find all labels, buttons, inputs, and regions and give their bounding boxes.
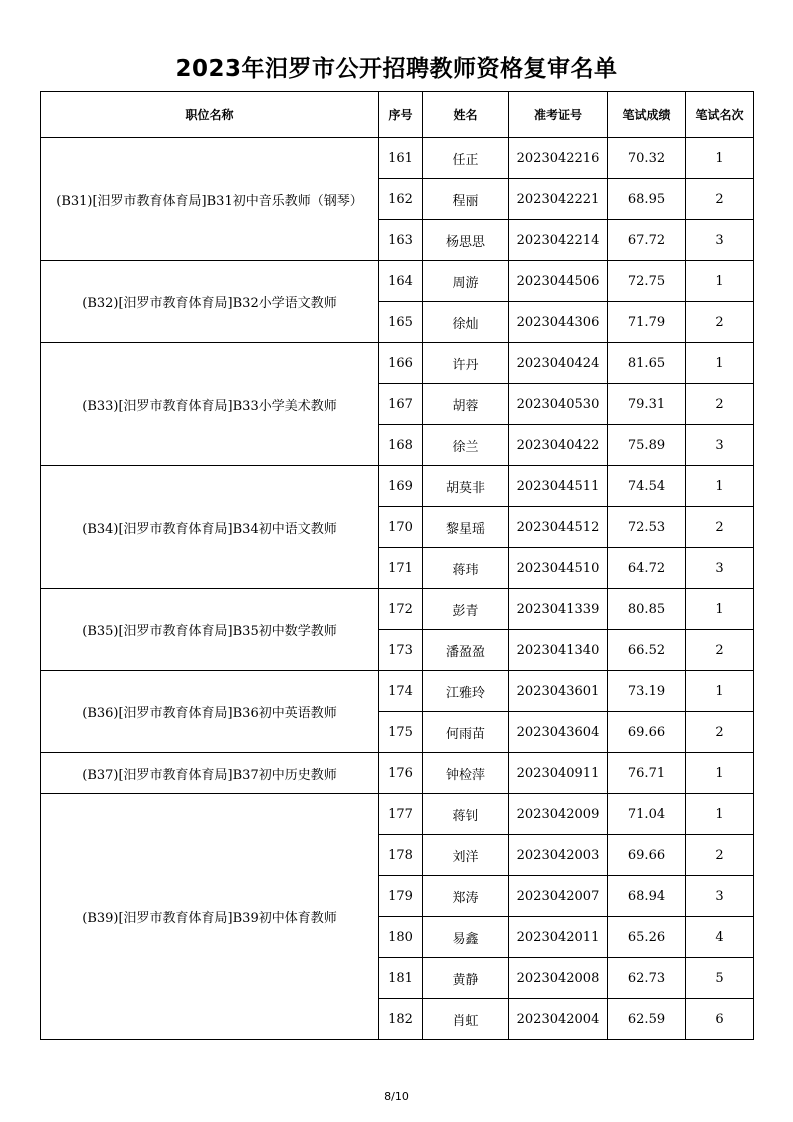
table-row [41, 261, 754, 302]
score-cell: 81.65 [608, 343, 686, 384]
header-name: 姓名 [423, 92, 509, 138]
seq-cell: 180 [379, 917, 423, 958]
header-score: 笔试成绩 [608, 92, 686, 138]
name-cell: 黄静 [423, 958, 509, 999]
exam-id-cell: 2023042003 [509, 835, 608, 876]
header-exam-id: 准考证号 [509, 92, 608, 138]
seq-cell: 168 [379, 425, 423, 466]
exam-id-cell: 2023042007 [509, 876, 608, 917]
name-cell: 杨思思 [423, 220, 509, 261]
table-row [41, 466, 754, 507]
score-cell: 70.32 [608, 138, 686, 179]
name-cell: 胡莫非 [423, 466, 509, 507]
exam-id-cell: 2023042216 [509, 138, 608, 179]
rank-cell: 3 [686, 425, 754, 466]
position-cell: (B37)[汨罗市教育体育局]B37初中历史教师 [41, 753, 379, 794]
exam-id-cell: 2023043601 [509, 671, 608, 712]
name-cell: 徐兰 [423, 425, 509, 466]
exam-id-cell: 2023042008 [509, 958, 608, 999]
position-cell: (B35)[汨罗市教育体育局]B35初中数学教师 [41, 589, 379, 671]
seq-cell: 182 [379, 999, 423, 1040]
name-cell: 郑涛 [423, 876, 509, 917]
score-cell: 62.73 [608, 958, 686, 999]
document-title: 2023年汨罗市公开招聘教师资格复审名单 [175, 56, 618, 82]
seq-cell: 170 [379, 507, 423, 548]
score-cell: 72.75 [608, 261, 686, 302]
rank-cell: 1 [686, 589, 754, 630]
seq-cell: 164 [379, 261, 423, 302]
rank-cell: 2 [686, 835, 754, 876]
rank-cell: 2 [686, 712, 754, 753]
name-cell: 程丽 [423, 179, 509, 220]
name-cell: 彭青 [423, 589, 509, 630]
seq-cell: 165 [379, 302, 423, 343]
name-cell: 许丹 [423, 343, 509, 384]
score-cell: 69.66 [608, 712, 686, 753]
seq-cell: 175 [379, 712, 423, 753]
name-cell: 徐灿 [423, 302, 509, 343]
exam-id-cell: 2023041339 [509, 589, 608, 630]
seq-cell: 172 [379, 589, 423, 630]
rank-cell: 1 [686, 794, 754, 835]
exam-id-cell: 2023040530 [509, 384, 608, 425]
name-cell: 蒋玮 [423, 548, 509, 589]
rank-cell: 1 [686, 343, 754, 384]
position-cell: (B36)[汨罗市教育体育局]B36初中英语教师 [41, 671, 379, 753]
name-cell: 周游 [423, 261, 509, 302]
name-cell: 刘洋 [423, 835, 509, 876]
name-cell: 蒋钊 [423, 794, 509, 835]
score-cell: 75.89 [608, 425, 686, 466]
rank-cell: 3 [686, 876, 754, 917]
position-cell: (B39)[汨罗市教育体育局]B39初中体育教师 [41, 794, 379, 1040]
score-cell: 79.31 [608, 384, 686, 425]
score-cell: 68.94 [608, 876, 686, 917]
name-cell: 钟检萍 [423, 753, 509, 794]
header-rank: 笔试名次 [686, 92, 754, 138]
table-row [41, 138, 754, 179]
seq-cell: 171 [379, 548, 423, 589]
rank-cell: 2 [686, 302, 754, 343]
name-cell: 潘盈盈 [423, 630, 509, 671]
rank-cell: 1 [686, 466, 754, 507]
rank-cell: 2 [686, 507, 754, 548]
seq-cell: 174 [379, 671, 423, 712]
exam-id-cell: 2023042221 [509, 179, 608, 220]
candidate-table [40, 91, 754, 1040]
exam-id-cell: 2023042011 [509, 917, 608, 958]
rank-cell: 5 [686, 958, 754, 999]
score-cell: 67.72 [608, 220, 686, 261]
seq-cell: 161 [379, 138, 423, 179]
table-row [41, 343, 754, 384]
exam-id-cell: 2023040422 [509, 425, 608, 466]
seq-cell: 178 [379, 835, 423, 876]
rank-cell: 1 [686, 753, 754, 794]
table-row [41, 794, 754, 835]
rank-cell: 2 [686, 384, 754, 425]
score-cell: 74.54 [608, 466, 686, 507]
rank-cell: 3 [686, 220, 754, 261]
table-row [41, 671, 754, 712]
score-cell: 69.66 [608, 835, 686, 876]
name-cell: 肖虹 [423, 999, 509, 1040]
score-cell: 68.95 [608, 179, 686, 220]
rank-cell: 2 [686, 630, 754, 671]
position-cell: (B33)[汨罗市教育体育局]B33小学美术教师 [41, 343, 379, 466]
exam-id-cell: 2023041340 [509, 630, 608, 671]
table-body [41, 138, 754, 1040]
name-cell: 易鑫 [423, 917, 509, 958]
exam-id-cell: 2023042009 [509, 794, 608, 835]
name-cell: 黎星瑶 [423, 507, 509, 548]
exam-id-cell: 2023040424 [509, 343, 608, 384]
rank-cell: 1 [686, 138, 754, 179]
score-cell: 71.04 [608, 794, 686, 835]
seq-cell: 176 [379, 753, 423, 794]
exam-id-cell: 2023044510 [509, 548, 608, 589]
seq-cell: 177 [379, 794, 423, 835]
exam-id-cell: 2023044512 [509, 507, 608, 548]
rank-cell: 4 [686, 917, 754, 958]
exam-id-cell: 2023042004 [509, 999, 608, 1040]
page-number: 8/10 [384, 1090, 409, 1103]
name-cell: 何雨苗 [423, 712, 509, 753]
seq-cell: 162 [379, 179, 423, 220]
score-cell: 76.71 [608, 753, 686, 794]
table-row [41, 753, 754, 794]
exam-id-cell: 2023040911 [509, 753, 608, 794]
score-cell: 65.26 [608, 917, 686, 958]
seq-cell: 167 [379, 384, 423, 425]
position-cell: (B32)[汨罗市教育体育局]B32小学语文教师 [41, 261, 379, 343]
seq-cell: 169 [379, 466, 423, 507]
rank-cell: 2 [686, 179, 754, 220]
name-cell: 胡蓉 [423, 384, 509, 425]
exam-id-cell: 2023043604 [509, 712, 608, 753]
score-cell: 62.59 [608, 999, 686, 1040]
score-cell: 80.85 [608, 589, 686, 630]
exam-id-cell: 2023044306 [509, 302, 608, 343]
header-seq: 序号 [379, 92, 423, 138]
rank-cell: 3 [686, 548, 754, 589]
exam-id-cell: 2023042214 [509, 220, 608, 261]
position-cell: (B31)[汨罗市教育体育局]B31初中音乐教师（钢琴） [41, 138, 379, 261]
seq-cell: 173 [379, 630, 423, 671]
table-header-row [41, 92, 754, 138]
score-cell: 66.52 [608, 630, 686, 671]
seq-cell: 166 [379, 343, 423, 384]
header-position: 职位名称 [41, 92, 379, 138]
exam-id-cell: 2023044506 [509, 261, 608, 302]
seq-cell: 179 [379, 876, 423, 917]
rank-cell: 1 [686, 671, 754, 712]
position-cell: (B34)[汨罗市教育体育局]B34初中语文教师 [41, 466, 379, 589]
score-cell: 73.19 [608, 671, 686, 712]
name-cell: 任正 [423, 138, 509, 179]
rank-cell: 6 [686, 999, 754, 1040]
rank-cell: 1 [686, 261, 754, 302]
score-cell: 64.72 [608, 548, 686, 589]
table-row [41, 589, 754, 630]
seq-cell: 163 [379, 220, 423, 261]
score-cell: 72.53 [608, 507, 686, 548]
score-cell: 71.79 [608, 302, 686, 343]
name-cell: 江雅玲 [423, 671, 509, 712]
seq-cell: 181 [379, 958, 423, 999]
exam-id-cell: 2023044511 [509, 466, 608, 507]
